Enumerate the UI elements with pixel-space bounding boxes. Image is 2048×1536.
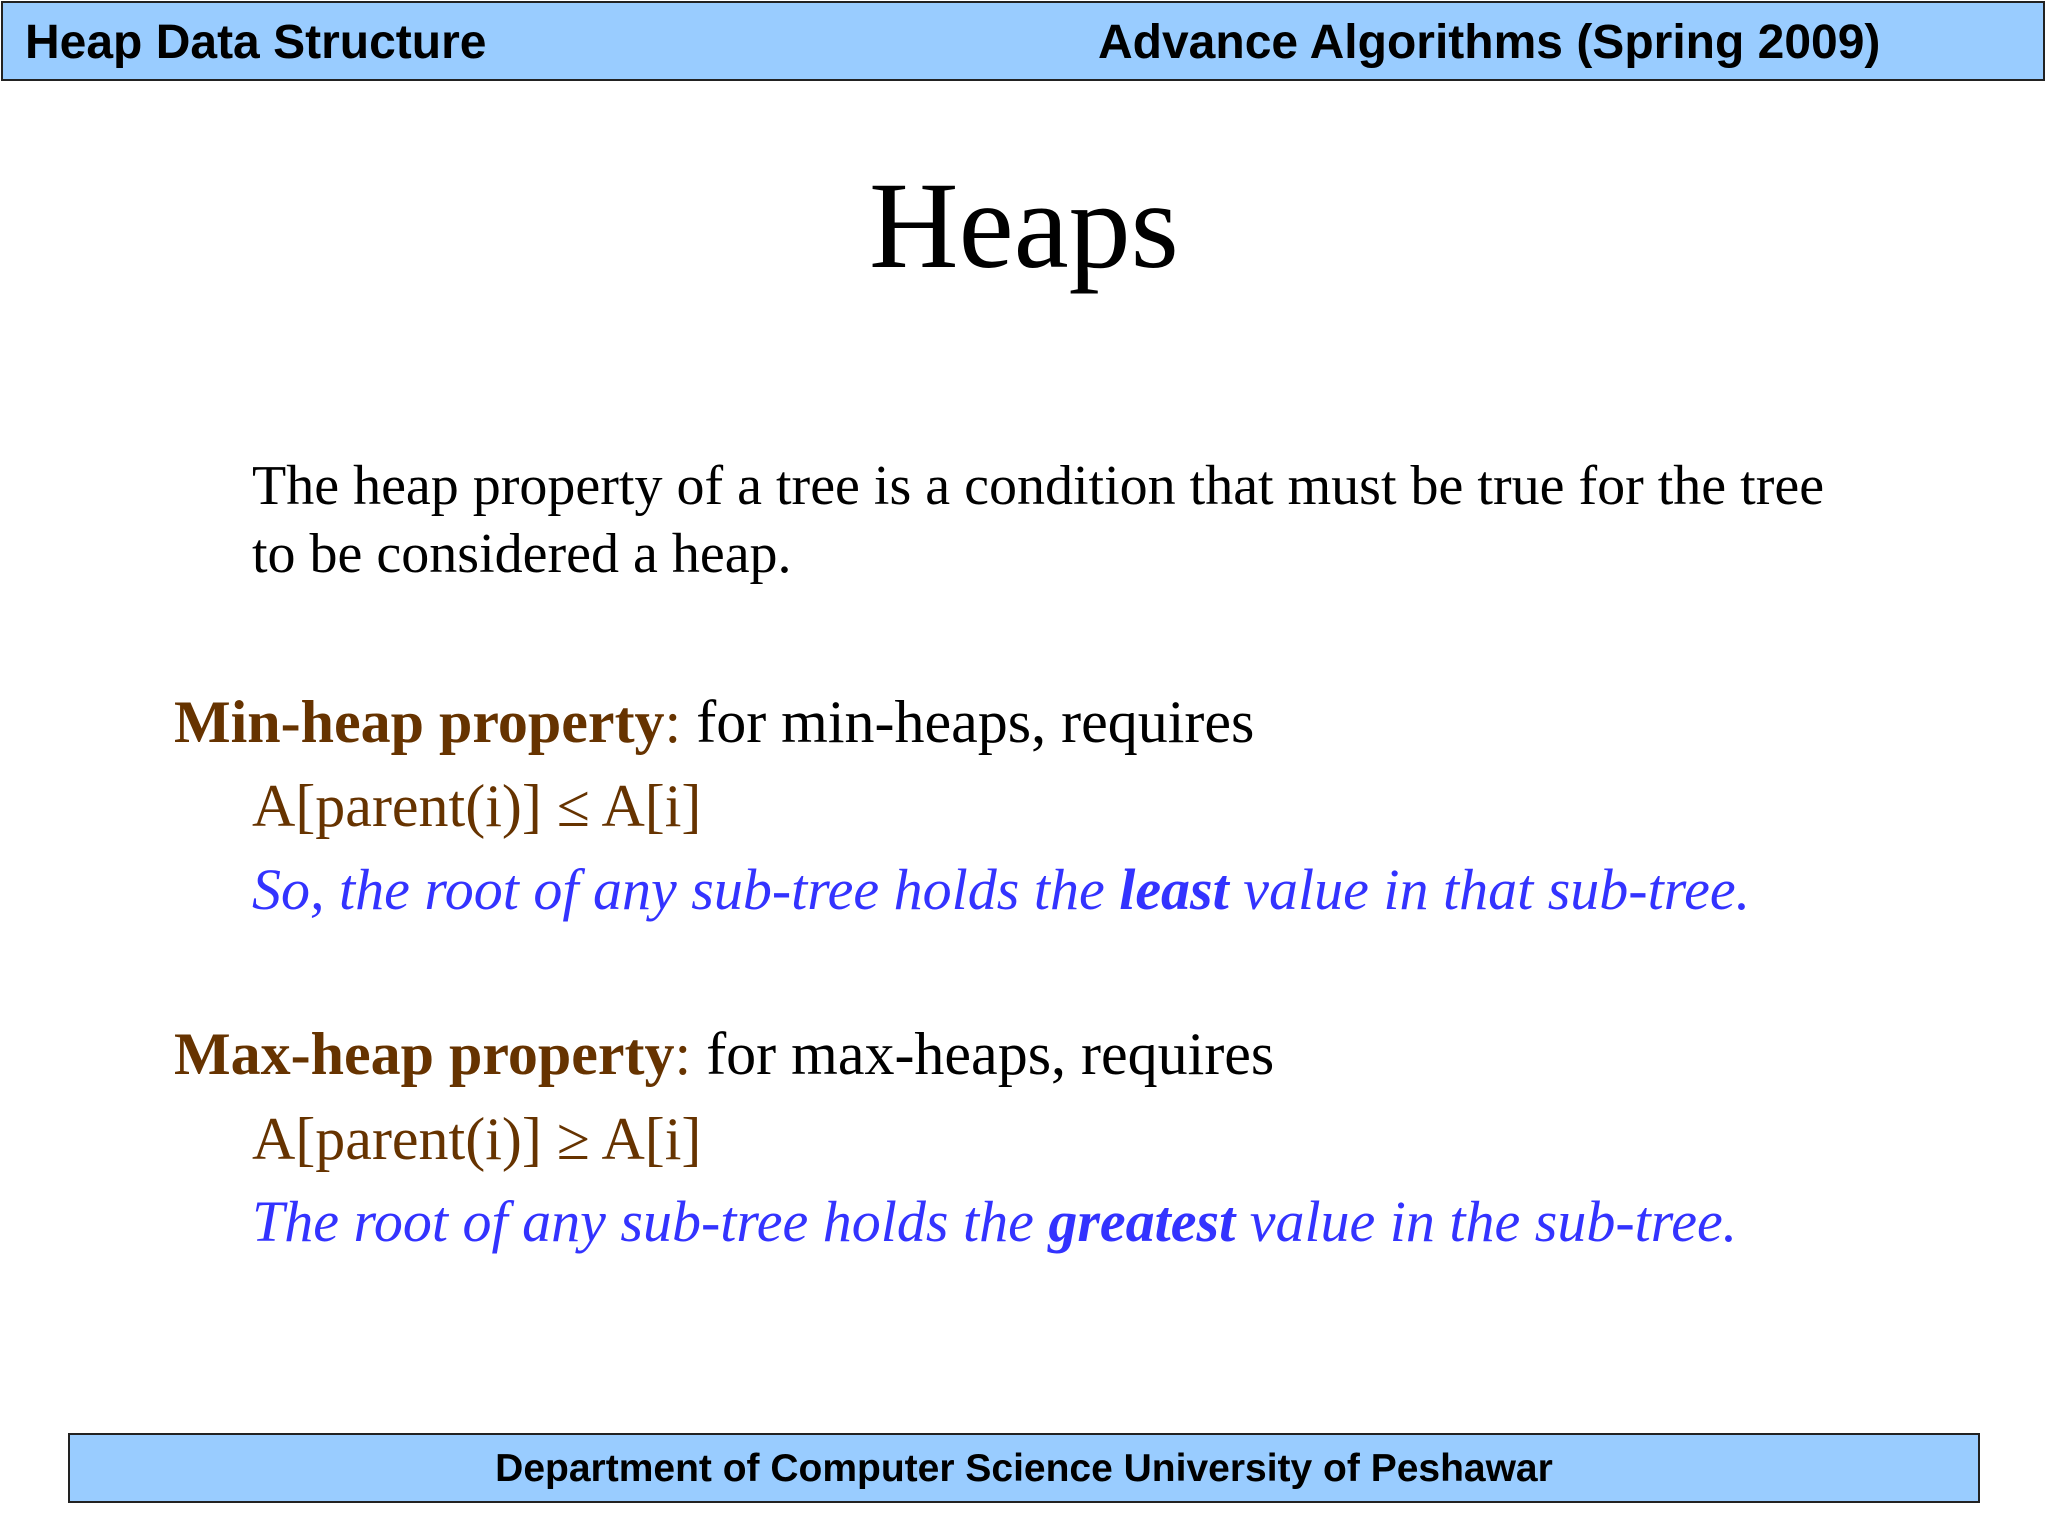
header-course-topic: Heap Data Structure bbox=[25, 16, 487, 69]
slide-title: Heaps bbox=[869, 157, 1179, 294]
min-heap-note-before: So, the root of any sub-tree holds the bbox=[252, 857, 1120, 922]
min-heap-note bbox=[252, 856, 1750, 923]
max-heap-heading bbox=[174, 1020, 1274, 1089]
max-heap-note-after: value in the sub-tree. bbox=[1235, 1189, 1738, 1254]
min-heap-formula: A[parent(i)] ≤ A[i] bbox=[252, 773, 702, 839]
min-heap-description: for min-heaps, requires bbox=[681, 689, 1255, 755]
min-heap-note-emphasis: least bbox=[1119, 857, 1229, 922]
max-heap-description: for max-heaps, requires bbox=[691, 1021, 1275, 1087]
max-heap-name: Max-heap property bbox=[174, 1021, 675, 1087]
max-heap-note-before: The root of any sub-tree holds the bbox=[252, 1189, 1049, 1254]
min-heap-heading bbox=[174, 688, 1254, 757]
min-heap-note-after: value in that sub-tree. bbox=[1228, 857, 1751, 922]
footer-department: Department of Computer Science University of Peshawar bbox=[495, 1447, 1553, 1490]
header-course-name: Advance Algorithms (Spring 2009) bbox=[1098, 16, 1881, 69]
footer-bar bbox=[68, 1433, 1980, 1503]
max-heap-note-emphasis: greatest bbox=[1048, 1189, 1236, 1254]
header-bar bbox=[1, 1, 2045, 81]
max-heap-formula: A[parent(i)] ≥ A[i] bbox=[252, 1106, 702, 1172]
intro-paragraph: The heap property of a tree is a condition that must be true for the tree to be considered a heap. bbox=[252, 455, 1825, 585]
max-heap-colon: : bbox=[674, 1021, 692, 1087]
max-heap-note bbox=[252, 1188, 1737, 1255]
min-heap-colon: : bbox=[664, 689, 682, 755]
min-heap-name: Min-heap property bbox=[174, 689, 665, 755]
